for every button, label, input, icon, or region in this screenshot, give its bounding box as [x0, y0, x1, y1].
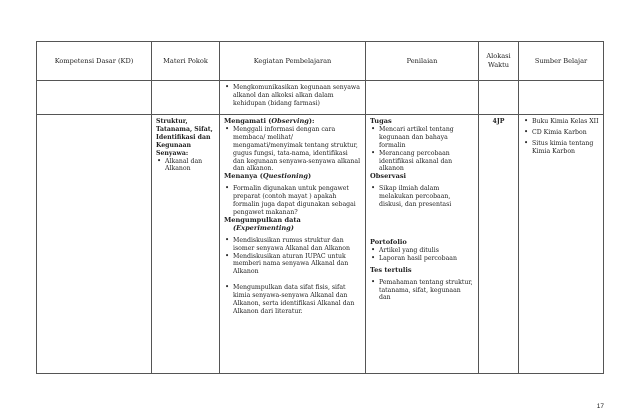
- list-item: • Buku Kimia Kelas XII: [523, 118, 599, 126]
- list-item: • Mengumpulkan data sifat fisis, sifat kimia senyawa-senyawa Alkanal dan Alkanon, serta identifikasi Alkanal dan Alkanon dari literatur.: [224, 284, 361, 316]
- list-item: • Sikap ilmiah dalam melakukan percobaan, diskusi, dan presentasi: [370, 185, 474, 209]
- kegiatan-cell: [220, 81, 366, 115]
- mengamati-heading: Mengamati (Observing):: [224, 117, 315, 125]
- list-item: • Mendiskusikan rumus struktur dan isomer senyawa Alkanal dan Alkanon: [224, 237, 361, 253]
- header-alokasi: Alokasi Waktu: [479, 42, 519, 81]
- list-item: • CD Kimia Karbon: [523, 129, 599, 137]
- table-row: [37, 81, 604, 115]
- list-item: • Pemahaman tentang struktur, tatanama, sifat, kegunaan dan: [370, 279, 474, 303]
- alokasi-value: 4JP: [492, 118, 505, 125]
- sumber-cell: [519, 115, 604, 374]
- alokasi-cell: [479, 115, 519, 374]
- list-item: • Situs kimia tentang Kimia Karbon: [523, 140, 599, 156]
- list-item: • Merancang percobaan identifikasi alkanal dan alkanon: [370, 150, 474, 174]
- table-header-row: [37, 42, 604, 81]
- list-item: • Laporan hasil percobaan: [370, 255, 474, 263]
- header-penilaian: Penilaian: [366, 42, 479, 81]
- penilaian-cell: [366, 115, 479, 374]
- list-item: • Artikel yang ditulis: [370, 247, 474, 255]
- table-row: [37, 115, 604, 374]
- list-item: • Formalin digunakan untuk pengawet preparat (contoh mayat ) apakah formalin juga dapat digunakan sebagai pengawet makanan?: [224, 185, 361, 217]
- tes-heading: Tes tertulis: [370, 265, 412, 274]
- menanya-heading: Menanya (Questioning): [224, 172, 312, 181]
- materi-title: Struktur, Tatanama, Sifat, Identifikasi dan Kegunaan Senyawa:: [156, 118, 213, 157]
- list-item: • Alkanal dan Alkanon: [156, 158, 215, 174]
- list-item: • Mencari artikel tentang kegunaan dan bahaya formalin: [370, 126, 474, 150]
- header-kd: Kompetensi Dasar (KD): [37, 42, 152, 81]
- materi-cell: [152, 115, 220, 374]
- mengumpulkan-heading: Mengumpulkan data: [224, 215, 301, 224]
- mengumpulkan-subheading: (Experimenting): [233, 223, 294, 232]
- page-number: 17: [596, 403, 604, 410]
- portofolio-heading: Portofolio: [370, 237, 407, 246]
- header-kegiatan: Kegiatan Pembelajaran: [220, 42, 366, 81]
- list-item: • Menggali informasi dengan cara membaca/ melihat/ mengamati/menyimak tentang struktur, gugus fungsi, tata-nama, identifikasi dan kegunaan senyawa-senyawa alkanal dan alkanon.: [224, 126, 361, 173]
- list-item: • Mengkomunikasikan kegunaan senyawa alkanol dan alkoksi alkan dalam kehidupan (bidang farmasi): [224, 84, 361, 108]
- header-materi: Materi Pokok: [152, 42, 220, 81]
- kegiatan-cell: [220, 115, 366, 374]
- list-item: • Mendiskusikan aturan IUPAC untuk memberi nama senyawa Alkanal dan Alkanon: [224, 253, 361, 277]
- lesson-plan-table: [36, 41, 604, 374]
- observasi-heading: Observasi: [370, 172, 407, 181]
- header-sumber: Sumber Belajar: [519, 42, 604, 81]
- tugas-heading: Tugas: [370, 117, 392, 125]
